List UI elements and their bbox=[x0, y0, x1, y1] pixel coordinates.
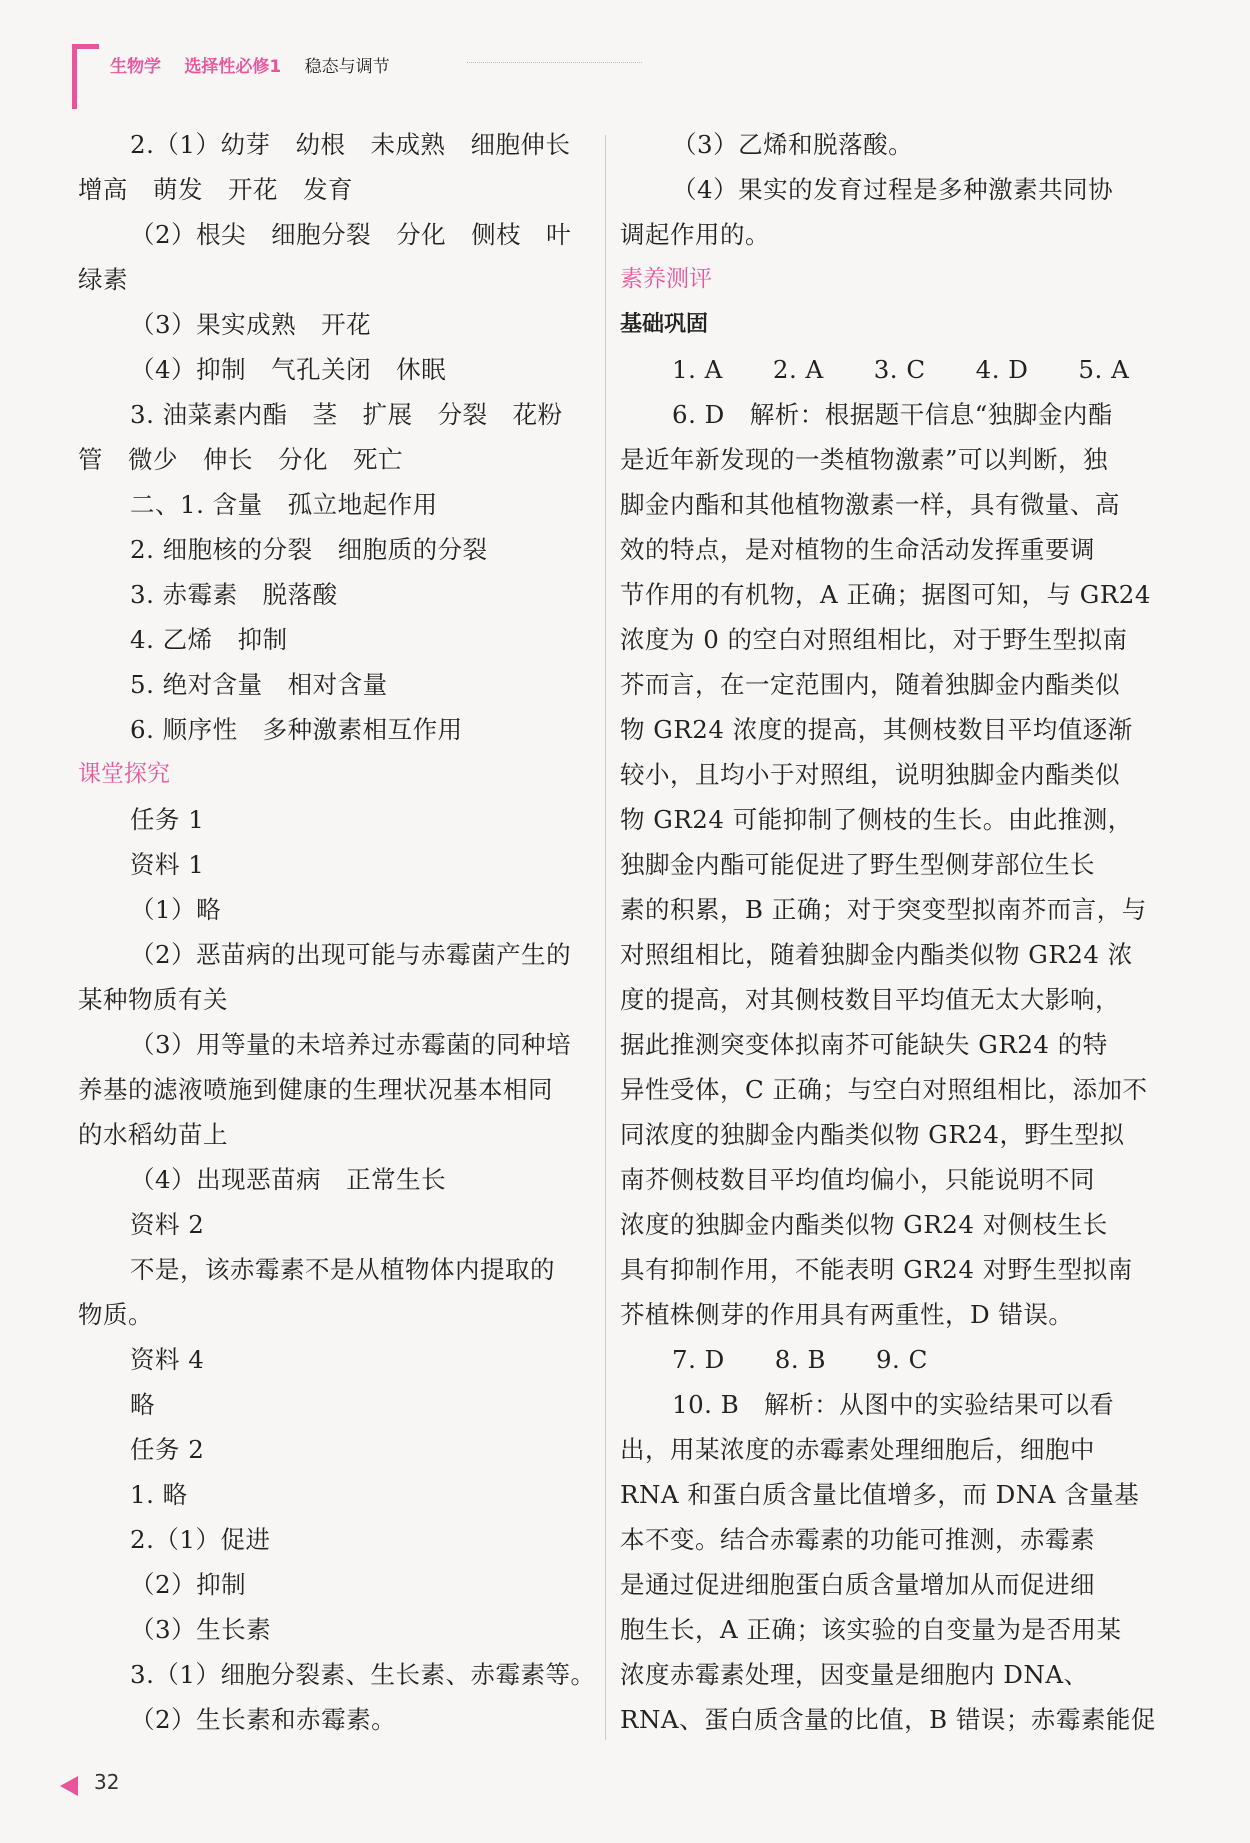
text-line: 2. 细胞核的分裂 细胞质的分裂 bbox=[130, 535, 488, 564]
text-line: 南芥侧枝数目平均值均偏小，只能说明不同 bbox=[620, 1165, 1095, 1194]
text-line: 3.（1）细胞分裂素、生长素、赤霉素等。 bbox=[130, 1660, 596, 1689]
text-line: 1. A 2. A 3. C 4. D 5. A bbox=[672, 355, 1130, 384]
text-line: 增高 萌发 开花 发育 bbox=[78, 175, 353, 204]
text-line: 浓度的独脚金内酯类似物 GR24 对侧枝生长 bbox=[620, 1210, 1108, 1239]
text-line: 芥而言，在一定范围内，随着独脚金内酯类似 bbox=[620, 670, 1120, 699]
text-line: 同浓度的独脚金内酯类似物 GR24，野生型拟 bbox=[620, 1120, 1125, 1149]
text-line: 养基的滤液喷施到健康的生理状况基本相同 bbox=[78, 1075, 553, 1104]
text-line: 浓度为 0 的空白对照组相比，对于野生型拟南 bbox=[620, 625, 1128, 654]
header-rule bbox=[467, 62, 642, 63]
text-line: 的水稻幼苗上 bbox=[78, 1120, 228, 1149]
text-line: 出，用某浓度的赤霉素处理细胞后，细胞中 bbox=[620, 1435, 1095, 1464]
running-header bbox=[72, 44, 1172, 104]
text-line: 是通过促进细胞蛋白质含量增加从而促进细 bbox=[620, 1570, 1095, 1599]
header-subject: 生物学 bbox=[110, 57, 161, 77]
text-line: 物 GR24 可能抑制了侧枝的生长。由此推测， bbox=[620, 805, 1133, 834]
text-line: 3. 赤霉素 脱落酸 bbox=[130, 580, 338, 609]
text-line: （2）恶苗病的出现可能与赤霉菌产生的 bbox=[130, 940, 572, 969]
header-text bbox=[110, 52, 390, 77]
text-line: 管 微少 伸长 分化 死亡 bbox=[78, 445, 403, 474]
text-line: RNA 和蛋白质含量比值增多，而 DNA 含量基 bbox=[620, 1480, 1140, 1509]
text-line: 任务 2 bbox=[130, 1435, 205, 1464]
text-line: 略 bbox=[130, 1390, 155, 1419]
text-line: 物质。 bbox=[78, 1300, 153, 1329]
text-line: 6. 顺序性 多种激素相互作用 bbox=[130, 715, 463, 744]
text-line: 2.（1）幼芽 幼根 未成熟 细胞伸长 bbox=[130, 130, 571, 159]
text-line: （4）出现恶苗病 正常生长 bbox=[130, 1165, 447, 1194]
text-line: 任务 1 bbox=[130, 805, 205, 834]
text-line: （2）根尖 细胞分裂 分化 侧枝 叶 bbox=[130, 220, 572, 249]
text-line: 本不变。结合赤霉素的功能可推测，赤霉素 bbox=[620, 1525, 1095, 1554]
text-line: （3）生长素 bbox=[130, 1615, 272, 1644]
text-line: 芥植株侧芽的作用具有两重性，D 错误。 bbox=[620, 1300, 1074, 1329]
text-line: （4）果实的发育过程是多种激素共同协 bbox=[672, 175, 1114, 204]
text-line: 6. D 解析：根据题干信息“独脚金内酯 bbox=[672, 400, 1113, 429]
text-line: 资料 4 bbox=[130, 1345, 205, 1374]
text-line: 度的提高，对其侧枝数目平均值无太大影响， bbox=[620, 985, 1120, 1014]
text-line: 绿素 bbox=[78, 265, 128, 294]
text-line: 效的特点，是对植物的生命活动发挥重要调 bbox=[620, 535, 1095, 564]
text-line: 2.（1）促进 bbox=[130, 1525, 271, 1554]
text-line: 较小，且均小于对照组，说明独脚金内酯类似 bbox=[620, 760, 1120, 789]
header-volume: 稳态与调节 bbox=[304, 57, 390, 77]
text-line: （2）抑制 bbox=[130, 1570, 247, 1599]
text-line: 不是，该赤霉素不是从植物体内提取的 bbox=[130, 1255, 555, 1284]
text-line: 资料 1 bbox=[130, 850, 205, 879]
text-line: （3）乙烯和脱落酸。 bbox=[672, 130, 914, 159]
text-line: （1）略 bbox=[130, 895, 222, 924]
text-line: 7. D 8. B 9. C bbox=[672, 1345, 928, 1374]
right-column bbox=[620, 122, 1156, 1742]
text-line: 二、1. 含量 孤立地起作用 bbox=[130, 490, 438, 519]
text-line: 具有抑制作用，不能表明 GR24 对野生型拟南 bbox=[620, 1255, 1133, 1284]
page-marker-triangle-icon bbox=[60, 1776, 78, 1796]
text-line: 独脚金内酯可能促进了野生型侧芽部位生长 bbox=[620, 850, 1095, 879]
text-line: 脚金内酯和其他植物激素一样，具有微量、高 bbox=[620, 490, 1120, 519]
text-line: 1. 略 bbox=[130, 1480, 188, 1509]
text-line: 4. 乙烯 抑制 bbox=[130, 625, 288, 654]
text-line: （4）抑制 气孔关闭 休眠 bbox=[130, 355, 447, 384]
text-line: （2）生长素和赤霉素。 bbox=[130, 1705, 397, 1734]
section-heading: 素养测评 bbox=[620, 266, 712, 292]
subsection-heading: 基础巩固 bbox=[620, 312, 709, 337]
text-line: 胞生长，A 正确；该实验的自变量为是否用某 bbox=[620, 1615, 1122, 1644]
text-line: 物 GR24 浓度的提高，其侧枝数目平均值逐渐 bbox=[620, 715, 1133, 744]
text-line: 素的积累，B 正确；对于突变型拟南芥而言，与 bbox=[620, 895, 1147, 924]
text-line: 5. 绝对含量 相对含量 bbox=[130, 670, 388, 699]
text-line: 某种物质有关 bbox=[78, 985, 228, 1014]
header-book: 选择性必修1 bbox=[184, 57, 282, 77]
text-line: 是近年新发现的一类植物激素”可以判断，独 bbox=[620, 445, 1109, 474]
text-line: 浓度赤霉素处理，因变量是细胞内 DNA、 bbox=[620, 1660, 1089, 1689]
column-divider bbox=[605, 135, 606, 1740]
text-line: 据此推测突变体拟南芥可能缺失 GR24 的特 bbox=[620, 1030, 1108, 1059]
text-line: 对照组相比，随着独脚金内酯类似物 GR24 浓 bbox=[620, 940, 1133, 969]
header-bracket-decoration bbox=[72, 44, 99, 109]
section-heading: 课堂探究 bbox=[78, 761, 170, 787]
text-line: 3. 油菜素内酯 茎 扩展 分裂 花粉 bbox=[130, 400, 563, 429]
text-line: 10. B 解析：从图中的实验结果可以看 bbox=[672, 1390, 1115, 1419]
text-line: 资料 2 bbox=[130, 1210, 205, 1239]
text-line: 调起作用的。 bbox=[620, 220, 770, 249]
text-line: （3）果实成熟 开花 bbox=[130, 310, 372, 339]
text-line: 节作用的有机物，A 正确；据图可知，与 GR24 bbox=[620, 580, 1151, 609]
text-line: 异性受体，C 正确；与空白对照组相比，添加不 bbox=[620, 1075, 1148, 1104]
text-line: （3）用等量的未培养过赤霉菌的同种培 bbox=[130, 1030, 572, 1059]
page-number: 32 bbox=[94, 1770, 120, 1794]
text-line: RNA、蛋白质含量的比值，B 错误；赤霉素能促 bbox=[620, 1705, 1156, 1734]
left-column bbox=[78, 122, 596, 1742]
